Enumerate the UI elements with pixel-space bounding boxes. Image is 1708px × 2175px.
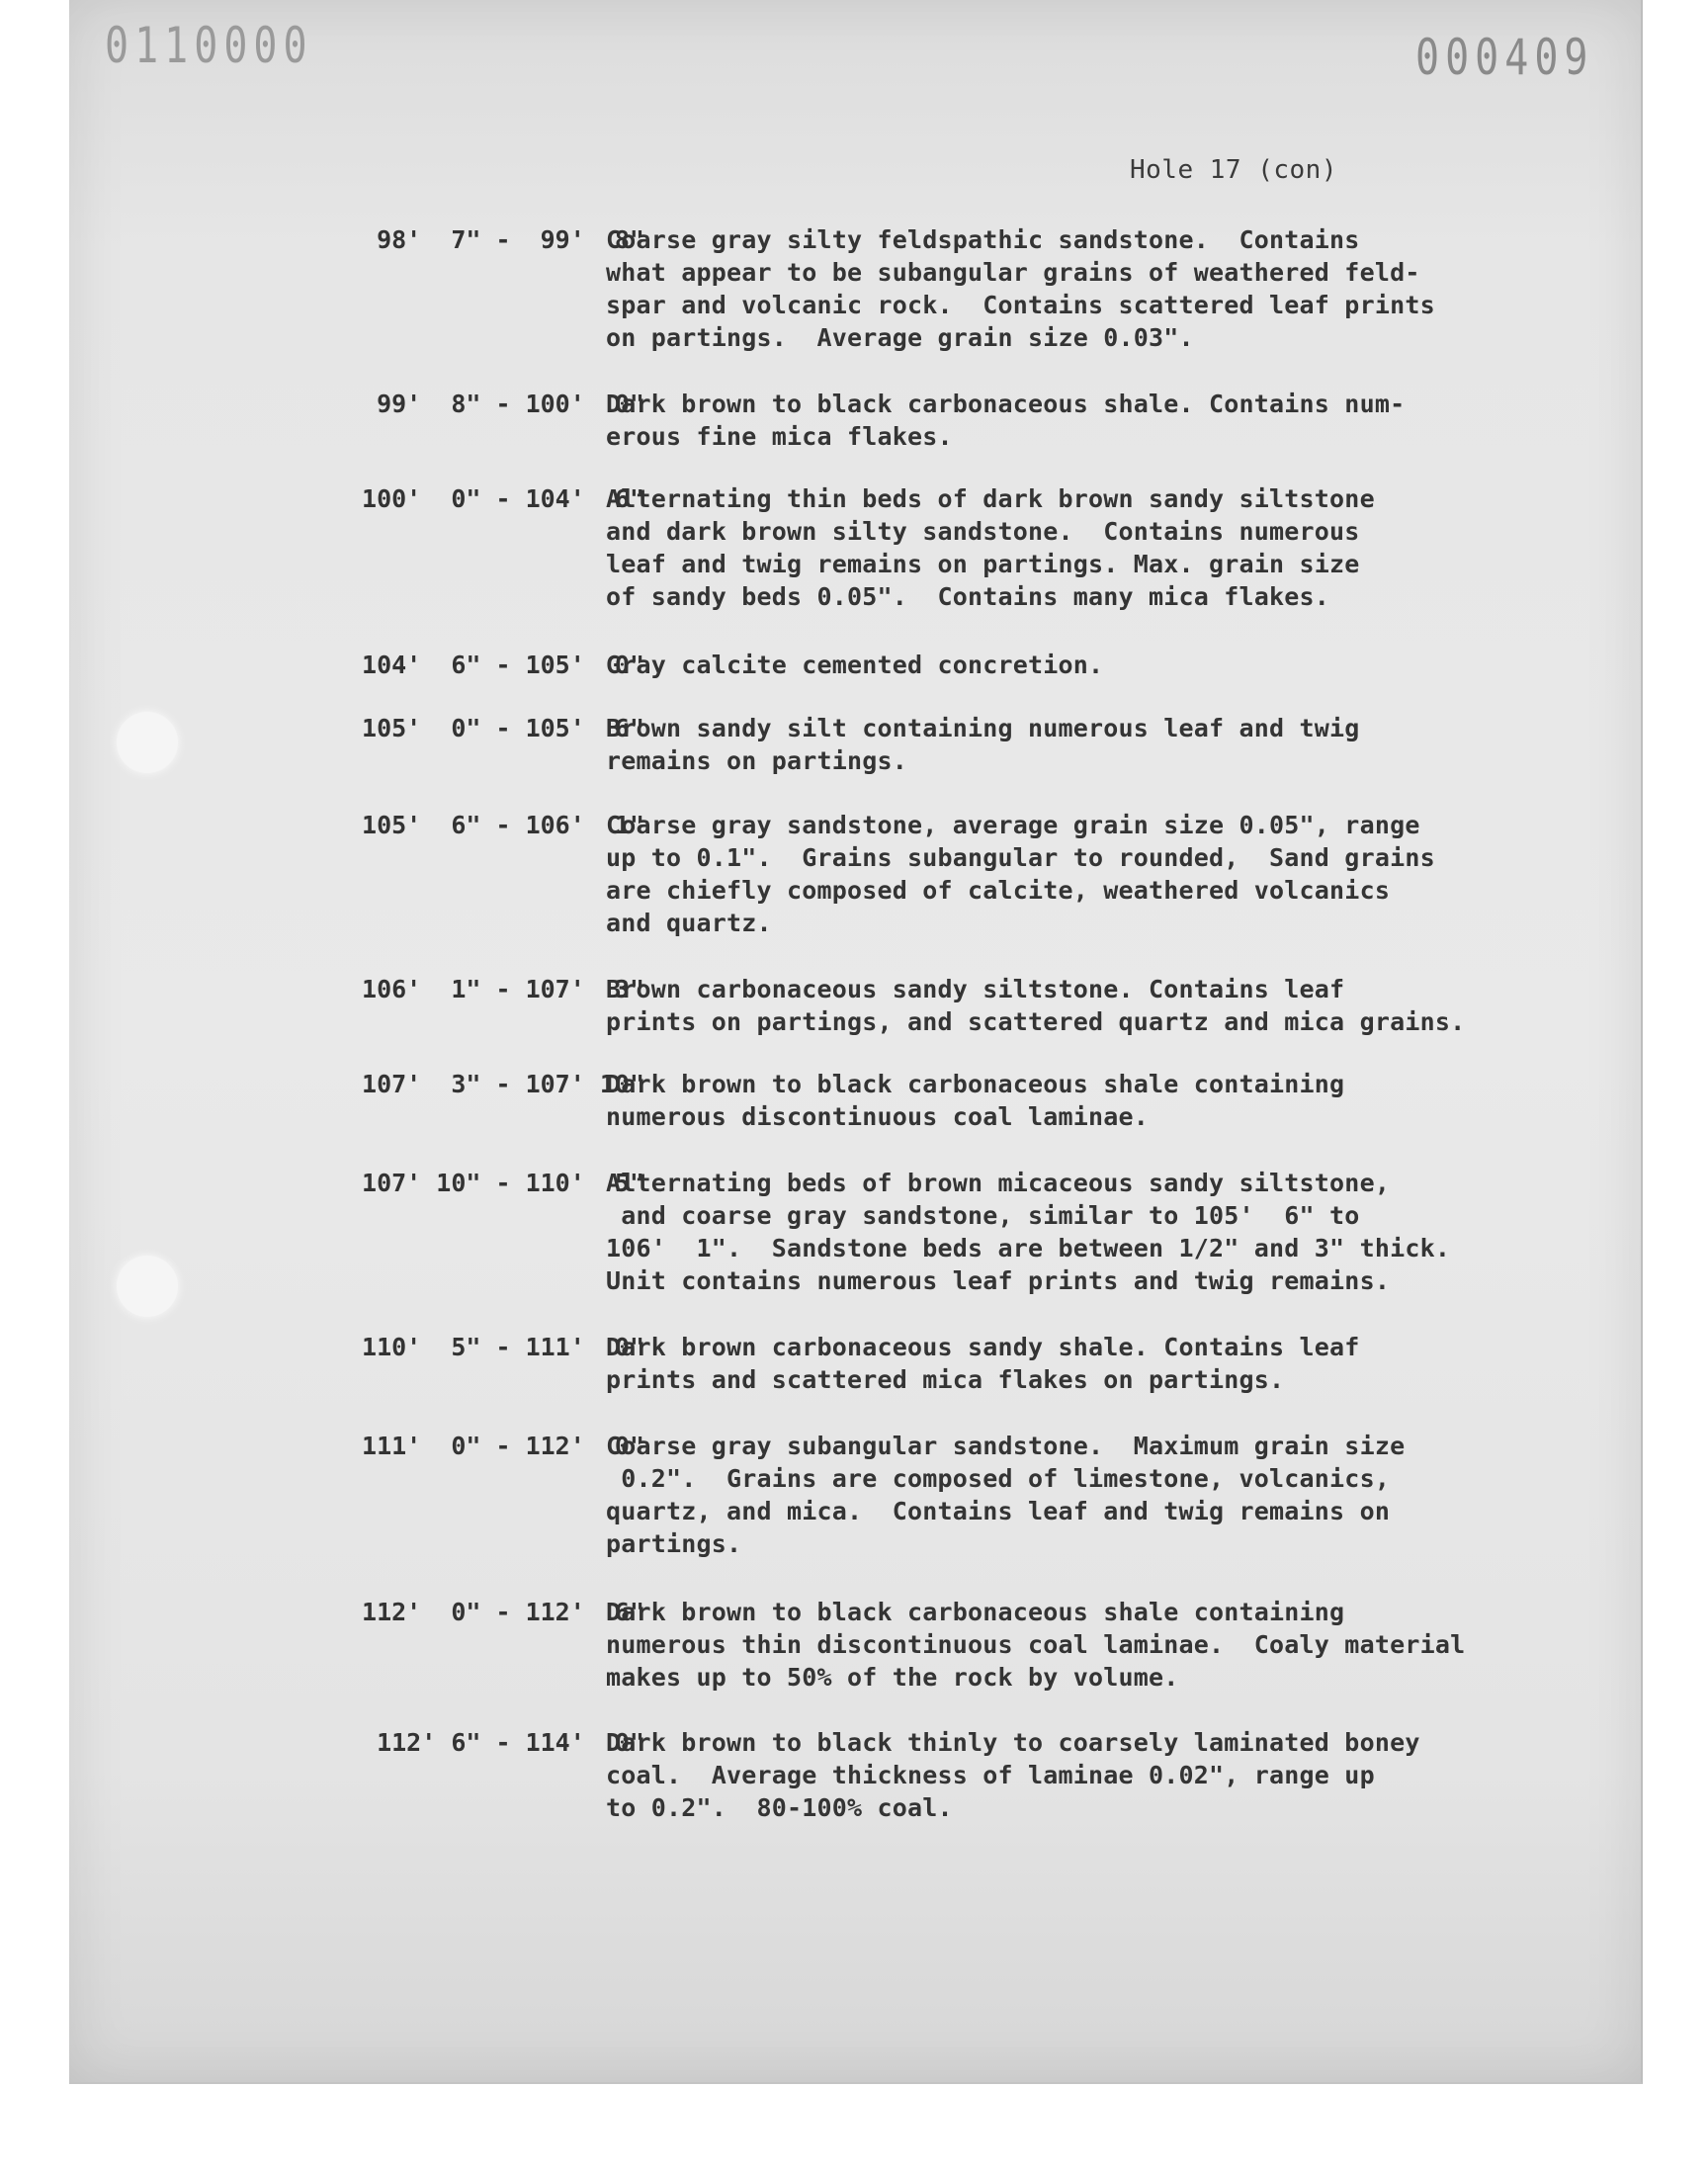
entry-description: Gray calcite cemented concretion. — [606, 651, 1104, 679]
page-stamp-left: 0110000 — [105, 18, 313, 75]
depth-range: 105' 0" - 105' 6" — [362, 714, 644, 742]
entry-description: Dark brown to black carbonaceous shale containing numerous discontinuous coal laminae. — [606, 1070, 1345, 1131]
depth-range: 112' 6" - 114' 0" — [377, 1728, 644, 1757]
depth-range: 106' 1" - 107' 3" — [362, 975, 644, 1003]
page-title: Hole 17 (con) — [1130, 155, 1337, 185]
entry-description: Dark brown to black thinly to coarsely laminated boney coal. Average thickness of laminae 0.02", range up to 0.2". 80-100% coal. — [606, 1728, 1420, 1822]
entry-description: Alternating beds of brown micaceous sandy siltstone, and coarse gray sandstone, similar to 105' 6" to 106' 1". Sandstone beds are between 1/2" and 3" thick. Unit contains numerous leaf prints and twig remains. — [606, 1169, 1451, 1295]
depth-range: 110' 5" - 111' 0" — [362, 1333, 644, 1361]
depth-range: 105' 6" - 106' 1" — [362, 811, 644, 839]
depth-range: 99' 8" - 100' 0" — [377, 390, 644, 418]
depth-range: 98' 7" - 99' 8" — [377, 225, 644, 254]
entry-description: Alternating thin beds of dark brown sandy siltstone and dark brown silty sandstone. Contains numerous leaf and twig remains on partings. Max. grain size of sandy beds 0.05". Contains many mica flakes. — [606, 484, 1375, 611]
punch-hole — [117, 712, 178, 773]
entry-description: Coarse gray sandstone, average grain size 0.05", range up to 0.1". Grains subangular to rounded, Sand grains are chiefly composed of calcite, weathered volcanics and quartz. — [606, 811, 1435, 937]
document-page — [69, 0, 1643, 2084]
punch-hole — [117, 1256, 178, 1317]
depth-range: 107' 10" - 110' 5" — [362, 1169, 644, 1197]
entry-description: Dark brown carbonaceous sandy shale. Contains leaf prints and scattered mica flakes on partings. — [606, 1333, 1360, 1394]
page-number-stamp: 000409 — [1415, 30, 1594, 87]
depth-range: 111' 0" - 112' 0" — [362, 1432, 644, 1460]
entry-description: Brown sandy silt containing numerous leaf and twig remains on partings. — [606, 714, 1360, 775]
entry-description: Coarse gray subangular sandstone. Maximum grain size 0.2". Grains are composed of limestone, volcanics, quartz, and mica. Contains leaf and twig remains on partings. — [606, 1432, 1406, 1558]
entry-description: Dark brown to black carbonaceous shale. Contains num- erous fine mica flakes. — [606, 390, 1406, 451]
entry-description: Dark brown to black carbonaceous shale containing numerous thin discontinuous coal laminae. Coaly material makes up to 50% of the rock by volume. — [606, 1598, 1466, 1692]
depth-range: 107' 3" - 107' 10" — [362, 1070, 644, 1098]
depth-range: 112' 0" - 112' 6" — [362, 1598, 644, 1626]
entry-description: Coarse gray silty feldspathic sandstone. Contains what appear to be subangular grains of weathered feld- spar and volcanic rock. Contains scattered leaf prints on partings. Average grain size 0.03". — [606, 225, 1435, 352]
entry-description: Brown carbonaceous sandy siltstone. Contains leaf prints on partings, and scattered quartz and mica grains. — [606, 975, 1466, 1036]
depth-range: 104' 6" - 105' 0" — [362, 651, 644, 679]
depth-range: 100' 0" - 104' 6" — [362, 484, 644, 513]
